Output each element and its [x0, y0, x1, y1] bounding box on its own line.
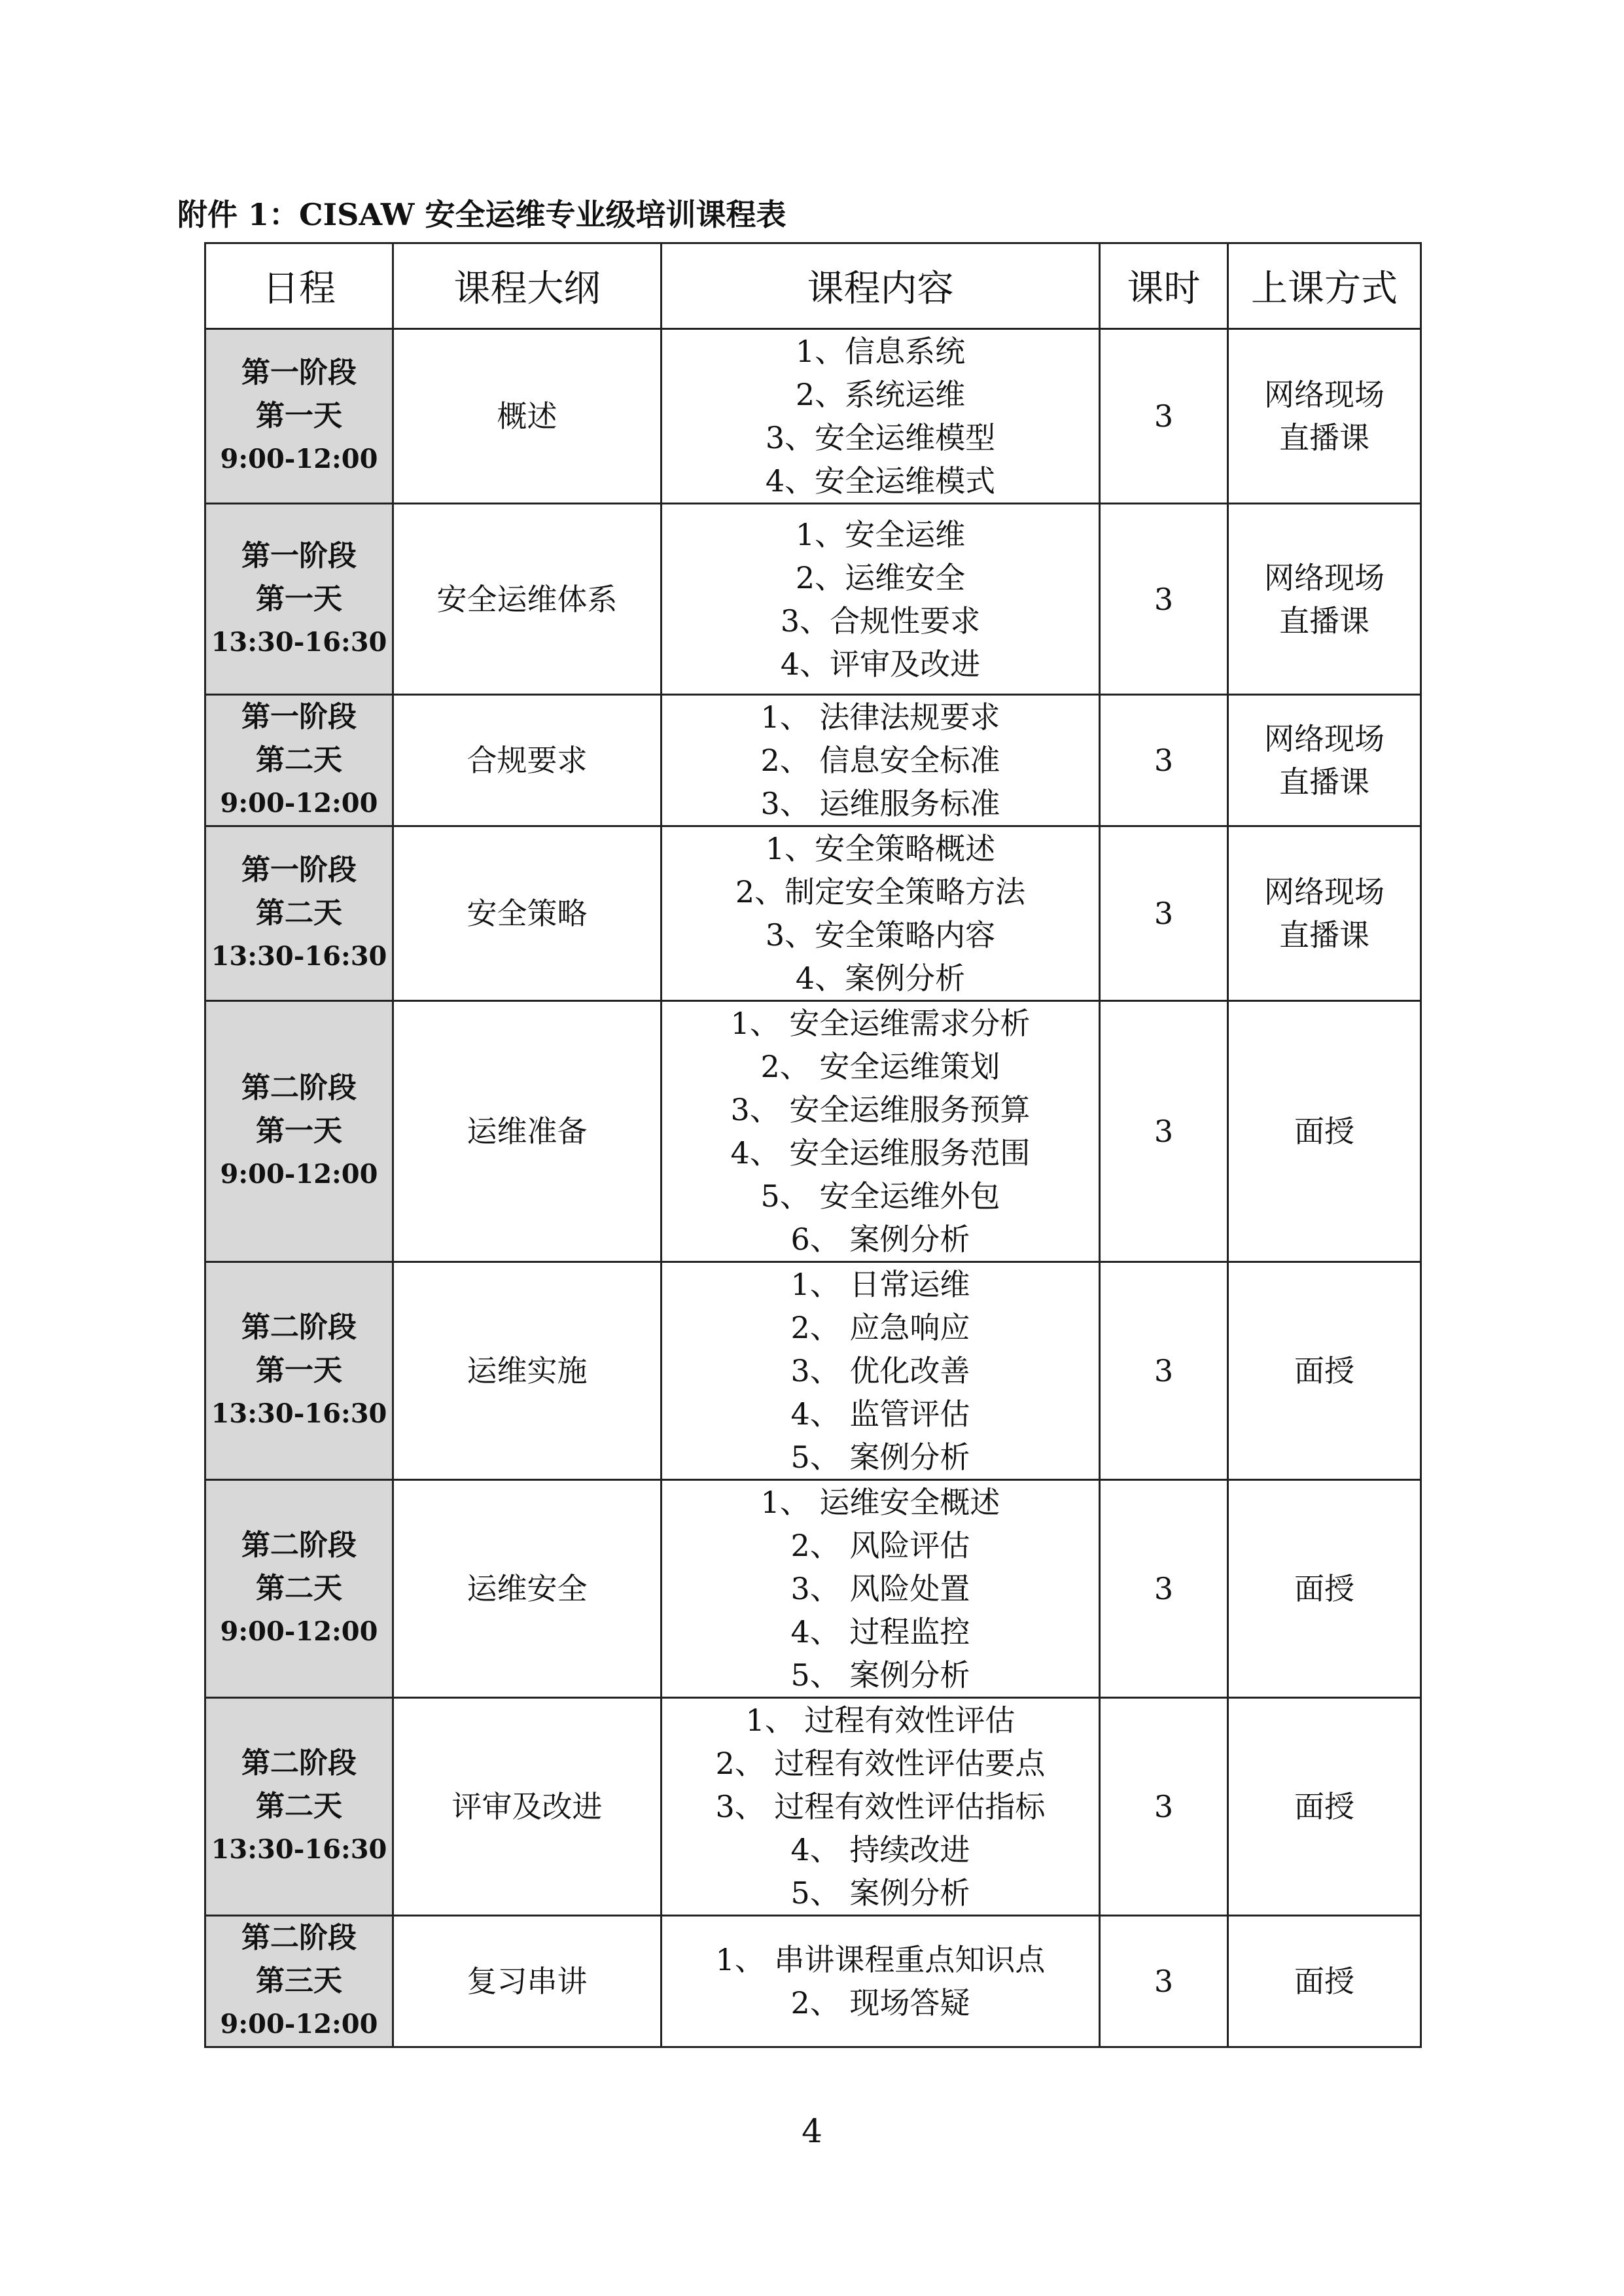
content-cell	[662, 504, 1100, 695]
schedule-cell	[205, 1262, 393, 1480]
table-row	[205, 329, 1421, 504]
mode-line: 网络现场	[1264, 377, 1385, 412]
content-cell	[662, 1698, 1100, 1916]
content-cell	[662, 1480, 1100, 1698]
content-item: 1、信息系统	[795, 334, 966, 369]
topic-cell: 安全运维体系	[393, 504, 662, 695]
header-mode: 上课方式	[1228, 243, 1421, 329]
table-header-row	[205, 243, 1421, 329]
content-item: 1、安全运维	[795, 516, 966, 552]
content-item: 1、 过程有效性评估	[745, 1703, 1015, 1738]
content-item: 2、系统运维	[795, 377, 966, 412]
stage-label: 第一阶段	[241, 539, 357, 573]
mode-cell	[1228, 504, 1421, 695]
topic-cell: 复习串讲	[393, 1916, 662, 2047]
content-item: 3、 运维服务标准	[760, 786, 1000, 821]
schedule-cell	[205, 695, 393, 826]
content-item: 6、 案例分析	[790, 1222, 970, 1257]
hours-cell: 3	[1100, 504, 1228, 695]
mode-cell	[1228, 1262, 1421, 1480]
hours-cell: 3	[1100, 1480, 1228, 1698]
content-cell	[662, 1262, 1100, 1480]
day-label: 第二天	[256, 1790, 342, 1823]
content-item: 2、 信息安全标准	[760, 743, 1000, 778]
schedule-cell	[205, 1916, 393, 2047]
content-cell	[662, 826, 1100, 1001]
mode-cell	[1228, 695, 1421, 826]
course-schedule-table	[204, 242, 1422, 2048]
time-label: 13:30-16:30	[211, 941, 387, 972]
mode-cell	[1228, 1916, 1421, 2047]
topic-cell: 评审及改进	[393, 1698, 662, 1916]
topic-cell: 合规要求	[393, 695, 662, 826]
schedule-cell	[205, 1001, 393, 1262]
table-row	[205, 1262, 1421, 1480]
page-number: 4	[802, 2112, 822, 2150]
stage-label: 第一阶段	[241, 700, 357, 733]
hours-cell: 3	[1100, 695, 1228, 826]
mode-line: 面授	[1294, 1353, 1354, 1388]
table-row	[205, 695, 1421, 826]
day-label: 第一天	[256, 1354, 342, 1387]
day-label: 第三天	[256, 1964, 342, 1998]
time-label: 13:30-16:30	[211, 626, 387, 658]
mode-cell	[1228, 1698, 1421, 1916]
day-label: 第一天	[256, 1114, 342, 1148]
content-item: 1、 法律法规要求	[760, 699, 1000, 735]
mode-cell	[1228, 329, 1421, 504]
content-item: 4、 监管评估	[790, 1396, 970, 1432]
stage-label: 第二阶段	[241, 1528, 357, 1562]
mode-line: 直播课	[1279, 420, 1369, 455]
stage-label: 第二阶段	[241, 1071, 357, 1104]
table-row	[205, 826, 1421, 1001]
topic-cell: 概述	[393, 329, 662, 504]
table-row	[205, 1698, 1421, 1916]
content-item: 1、安全策略概述	[765, 831, 996, 866]
stage-label: 第二阶段	[241, 1746, 357, 1780]
schedule-cell	[205, 1480, 393, 1698]
day-label: 第一天	[256, 582, 342, 616]
topic-cell: 安全策略	[393, 826, 662, 1001]
time-label: 13:30-16:30	[211, 1834, 387, 1865]
content-item: 2、制定安全策略方法	[735, 874, 1026, 910]
table-row	[205, 1916, 1421, 2047]
schedule-cell	[205, 504, 393, 695]
time-label: 9:00-12:00	[220, 1159, 378, 1190]
header-schedule: 日程	[205, 243, 393, 329]
content-item: 1、 串讲课程重点知识点	[715, 1942, 1046, 1977]
content-item: 3、安全运维模型	[765, 420, 996, 455]
content-item: 4、 持续改进	[790, 1832, 970, 1867]
stage-label: 第二阶段	[241, 1311, 357, 1344]
content-item: 3、 优化改善	[790, 1353, 970, 1388]
mode-cell	[1228, 1001, 1421, 1262]
hours-cell: 3	[1100, 826, 1228, 1001]
content-item: 2、 安全运维策划	[760, 1049, 1000, 1084]
time-label: 13:30-16:30	[211, 1398, 387, 1429]
content-item: 3、 风险处置	[790, 1571, 970, 1606]
day-label: 第二天	[256, 896, 342, 930]
topic-cell: 运维准备	[393, 1001, 662, 1262]
header-outline: 课程大纲	[393, 243, 662, 329]
day-label: 第一天	[256, 399, 342, 433]
content-item: 3、合规性要求	[780, 603, 981, 639]
content-item: 4、评审及改进	[780, 646, 981, 682]
content-item: 5、 安全运维外包	[760, 1178, 1000, 1214]
content-item: 4、安全运维模式	[765, 463, 996, 499]
content-item: 2、 过程有效性评估要点	[715, 1746, 1046, 1781]
content-cell	[662, 329, 1100, 504]
mode-line: 直播课	[1279, 764, 1369, 800]
mode-line: 直播课	[1279, 917, 1369, 953]
header-content: 课程内容	[662, 243, 1100, 329]
time-label: 9:00-12:00	[220, 1616, 378, 1647]
content-item: 2、运维安全	[795, 559, 966, 595]
time-label: 9:00-12:00	[220, 2009, 378, 2040]
content-item: 4、 安全运维服务范围	[730, 1135, 1031, 1171]
table-row	[205, 1001, 1421, 1262]
content-item: 1、 运维安全概述	[760, 1485, 1000, 1520]
content-cell	[662, 1916, 1100, 2047]
content-item: 5、 案例分析	[790, 1439, 970, 1475]
content-item: 4、 过程监控	[790, 1614, 970, 1650]
content-item: 2、 风险评估	[790, 1528, 970, 1563]
table-row	[205, 504, 1421, 695]
mode-line: 面授	[1294, 1571, 1354, 1606]
topic-cell: 运维安全	[393, 1480, 662, 1698]
day-label: 第二天	[256, 743, 342, 777]
schedule-cell	[205, 329, 393, 504]
hours-cell: 3	[1100, 1698, 1228, 1916]
mode-cell	[1228, 826, 1421, 1001]
hours-cell: 3	[1100, 1916, 1228, 2047]
mode-line: 网络现场	[1264, 721, 1385, 756]
topic-cell: 运维实施	[393, 1262, 662, 1480]
stage-label: 第一阶段	[241, 356, 357, 389]
table-row	[205, 1480, 1421, 1698]
content-item: 3、 过程有效性评估指标	[715, 1789, 1046, 1824]
content-item: 1、 日常运维	[790, 1267, 970, 1302]
mode-line: 网络现场	[1264, 874, 1385, 910]
mode-line: 面授	[1294, 1964, 1354, 1999]
content-cell	[662, 695, 1100, 826]
schedule-cell	[205, 826, 393, 1001]
header-hours: 课时	[1100, 243, 1228, 329]
hours-cell: 3	[1100, 329, 1228, 504]
stage-label: 第二阶段	[241, 1921, 357, 1954]
content-item: 5、 案例分析	[790, 1875, 970, 1911]
content-cell	[662, 1001, 1100, 1262]
content-item: 1、 安全运维需求分析	[730, 1006, 1031, 1041]
mode-line: 网络现场	[1264, 559, 1385, 595]
stage-label: 第一阶段	[241, 853, 357, 887]
content-item: 3、 安全运维服务预算	[730, 1092, 1031, 1127]
mode-cell	[1228, 1480, 1421, 1698]
day-label: 第二天	[256, 1572, 342, 1605]
time-label: 9:00-12:00	[220, 788, 378, 819]
hours-cell: 3	[1100, 1001, 1228, 1262]
content-item: 2、 应急响应	[790, 1310, 970, 1345]
time-label: 9:00-12:00	[220, 444, 378, 474]
content-item: 2、 现场答疑	[790, 1985, 970, 2021]
hours-cell: 3	[1100, 1262, 1228, 1480]
mode-line: 面授	[1294, 1789, 1354, 1824]
document-title: 附件 1：CISAW 安全运维专业级培训课程表	[177, 197, 786, 232]
schedule-cell	[205, 1698, 393, 1916]
content-item: 5、 案例分析	[790, 1657, 970, 1693]
content-item: 3、安全策略内容	[765, 917, 996, 953]
mode-line: 面授	[1294, 1114, 1354, 1149]
mode-line: 直播课	[1279, 603, 1369, 639]
content-item: 4、案例分析	[795, 961, 966, 996]
